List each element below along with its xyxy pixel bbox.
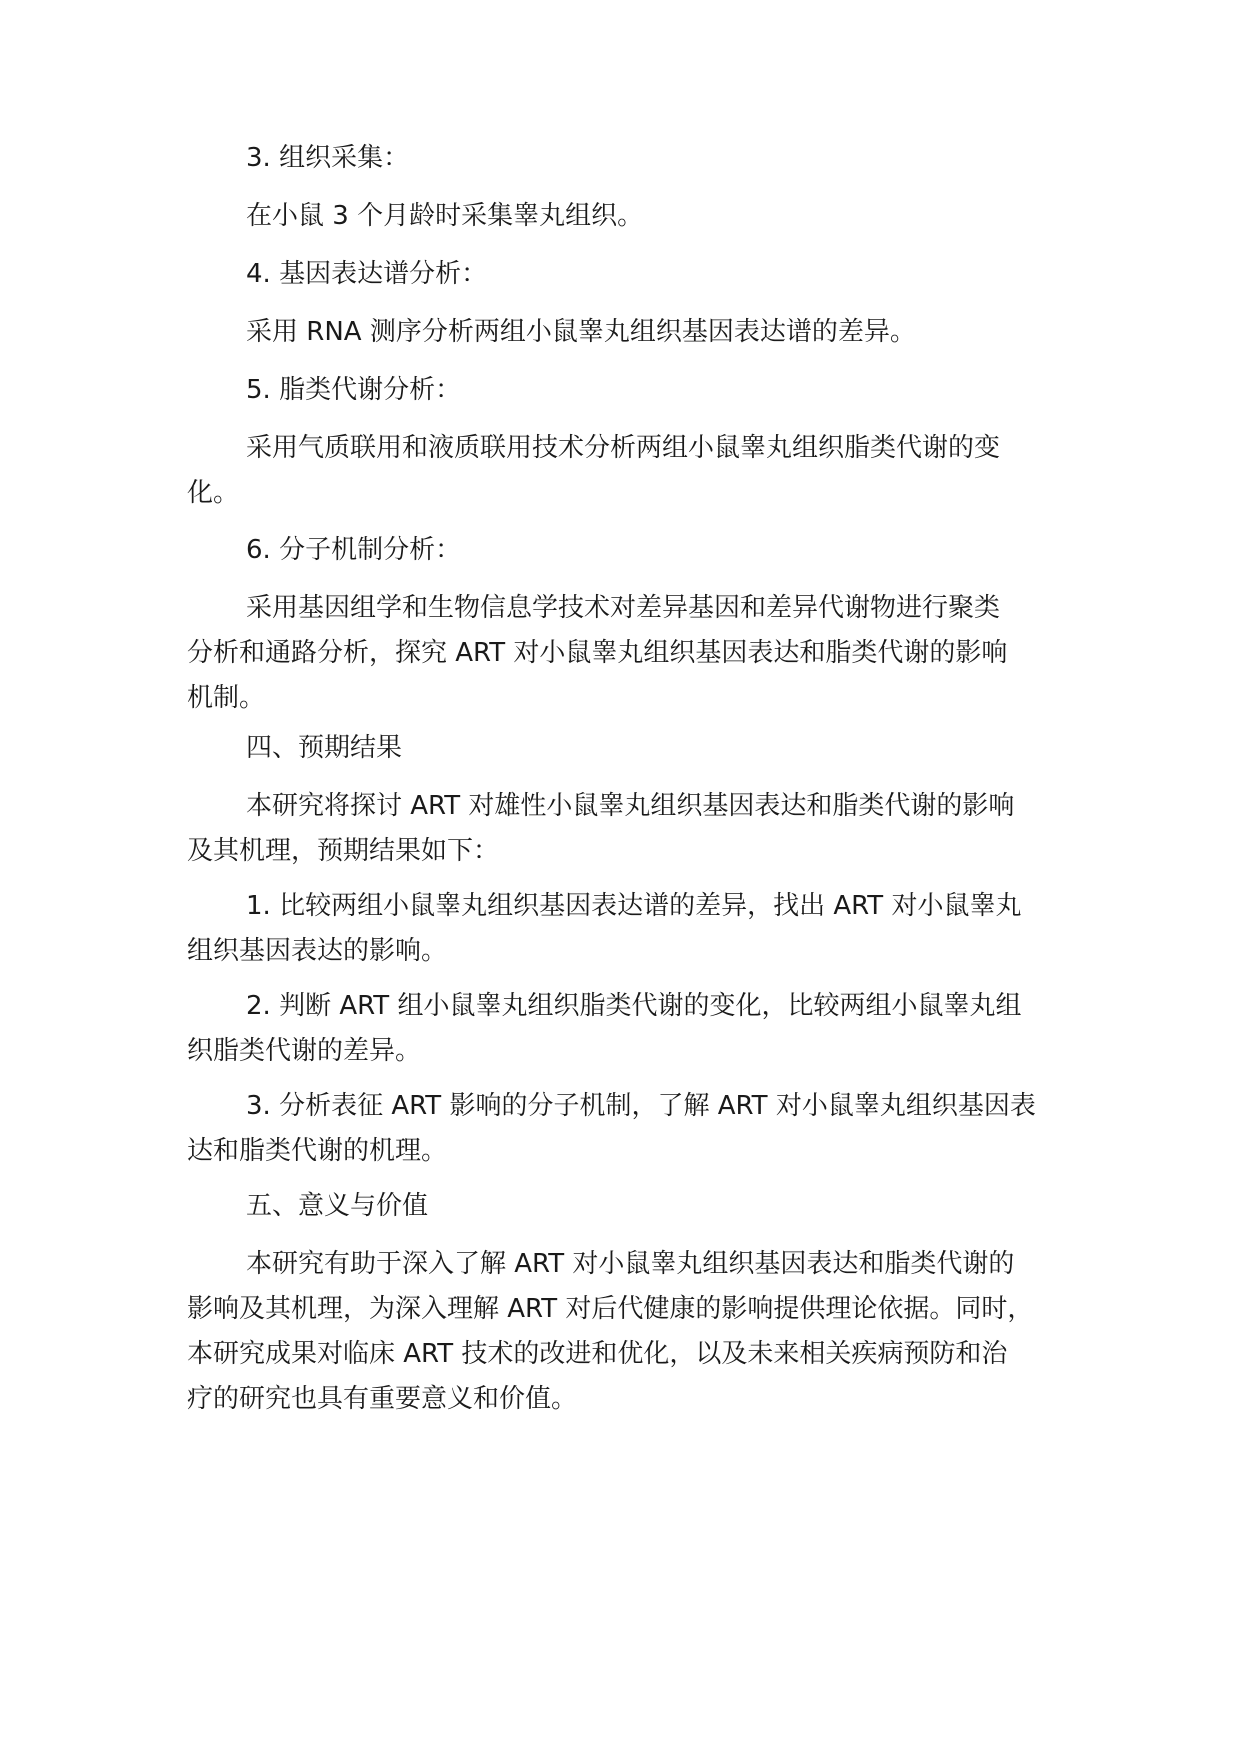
text-line: 组织基因表达的影响。 <box>187 936 448 966</box>
text-line: 4. 基因表达谱分析： <box>246 259 488 289</box>
paragraph-tissue-collection <box>187 194 1057 239</box>
text-line: 在小鼠 3 个月龄时采集睾丸组织。 <box>246 201 644 231</box>
chapter-heading-expected-results <box>187 726 1057 771</box>
text-line: 6. 分子机制分析： <box>246 535 462 565</box>
section-heading-gene-expression <box>187 252 1057 297</box>
result-item-3 <box>187 1084 1057 1174</box>
text-line: 及其机理，预期结果如下： <box>187 836 500 866</box>
paragraph-gene-expression <box>187 310 1057 355</box>
text-line: 3. 组织采集： <box>246 143 410 173</box>
result-item-2 <box>187 984 1057 1074</box>
text-line: 2. 判断 ART 组小鼠睾丸组织脂类代谢的变化，比较两组小鼠睾丸组 <box>246 991 1022 1021</box>
paragraph-expected-results-intro <box>187 784 1057 874</box>
text-line: 五、意义与价值 <box>246 1191 429 1221</box>
text-line: 采用气质联用和液质联用技术分析两组小鼠睾丸组织脂类代谢的变 <box>246 433 1001 463</box>
text-line: 机制。 <box>187 683 266 713</box>
paragraph-significance <box>187 1242 1057 1422</box>
text-line: 1. 比较两组小鼠睾丸组织基因表达谱的差异，找出 ART 对小鼠睾丸 <box>246 891 1022 921</box>
section-heading-molecular-mechanism <box>187 528 1057 573</box>
text-line: 本研究有助于深入了解 ART 对小鼠睾丸组织基因表达和脂类代谢的 <box>246 1249 1015 1279</box>
text-line: 达和脂类代谢的机理。 <box>187 1136 448 1166</box>
paragraph-lipid-metabolism <box>187 426 1057 516</box>
text-line: 疗的研究也具有重要意义和价值。 <box>187 1384 578 1414</box>
text-line: 化。 <box>187 478 240 508</box>
paragraph-molecular-mechanism <box>187 586 1057 721</box>
result-item-1 <box>187 884 1057 974</box>
text-line: 本研究将探讨 ART 对雄性小鼠睾丸组织基因表达和脂类代谢的影响 <box>246 791 1015 821</box>
text-line: 织脂类代谢的差异。 <box>187 1036 422 1066</box>
text-line: 5. 脂类代谢分析： <box>246 375 462 405</box>
section-heading-lipid-metabolism <box>187 368 1057 413</box>
text-line: 影响及其机理，为深入理解 ART 对后代健康的影响提供理论依据。同时， <box>187 1294 1034 1324</box>
text-line: 采用基因组学和生物信息学技术对差异基因和差异代谢物进行聚类 <box>246 593 1001 623</box>
text-line: 四、预期结果 <box>246 733 403 763</box>
text-line: 采用 RNA 测序分析两组小鼠睾丸组织基因表达谱的差异。 <box>246 317 916 347</box>
text-line: 本研究成果对临床 ART 技术的改进和优化，以及未来相关疾病预防和治 <box>187 1339 1008 1369</box>
text-line: 3. 分析表征 ART 影响的分子机制，了解 ART 对小鼠睾丸组织基因表 <box>246 1091 1036 1121</box>
chapter-heading-significance <box>187 1184 1057 1229</box>
text-line: 分析和通路分析，探究 ART 对小鼠睾丸组织基因表达和脂类代谢的影响 <box>187 638 1008 668</box>
section-heading-tissue-collection <box>187 136 1057 181</box>
